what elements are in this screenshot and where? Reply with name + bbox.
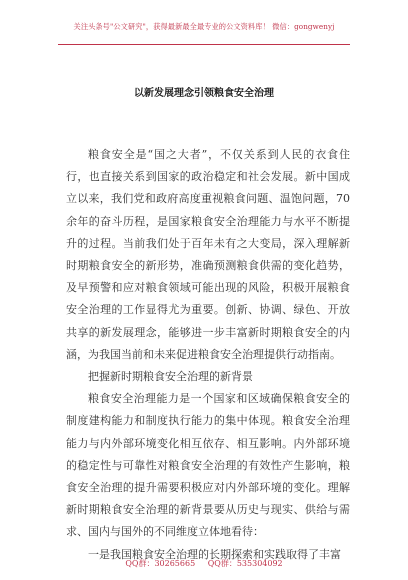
paragraph-intro: 粮食安全是“国之大者”，不仅关系到人民的衣食住行，也直接关系到国家的政治稳定和社会发展。新中国成立以来，我们党和政府高度重视粮食问题、温饱问题，70余年的奋斗历程，是国家粮食安全治理能力与水平不断提升的过程。当前我们处于百年未有之大变局，深入理解新时期粮食安全的新形势，准确预测粮食供需的变化趋势，及早预警和应对粮食领域可能出现的风险，积极开展粮食安全治理的工作显得尤为重要。创新、协调、绿色、开放共享的新发展理念，能够进一步丰富新时期粮食安全的内涵，为我国当前和未来促进粮食安全治理提供行动指南。 — [66, 148, 350, 361]
header-divider — [58, 44, 350, 45]
document-title: 以新发展理念引领粮食安全治理 — [134, 88, 274, 99]
paragraph-background: 粮食安全治理能力是一个国家和区域确保粮食安全的制度建构能力和制度执行能力的集中体现。粮食安全治理能力与内外部环境变化相互依存、相互影响。内外部环境的稳定性与可靠性对粮食安全治理的有效性产生影响，粮食安全治理的提升需要积极应对内外部环境的变化。理解新时期粮食安全治理的新背景要从历史与现实、供给与需求、国内与国外的不同维度立体地看待： — [66, 392, 350, 539]
footer-qq-group-2: QQ群：535304092 — [207, 559, 283, 568]
footer-contact — [0, 558, 408, 569]
footer-qq-group-1: QQ群：30265665 — [125, 559, 196, 568]
section-heading: 把握新时期粮食安全治理的新背景 — [88, 370, 253, 384]
document-body — [66, 144, 350, 566]
paragraph-point-one: 一是我国粮食安全治理的长期探索和实践取得了丰富 — [88, 547, 341, 561]
header-banner: 关注头条号"公文研究"，获得最新最全最专业的公文资料库！ 微信：gongwenyj — [73, 22, 335, 31]
